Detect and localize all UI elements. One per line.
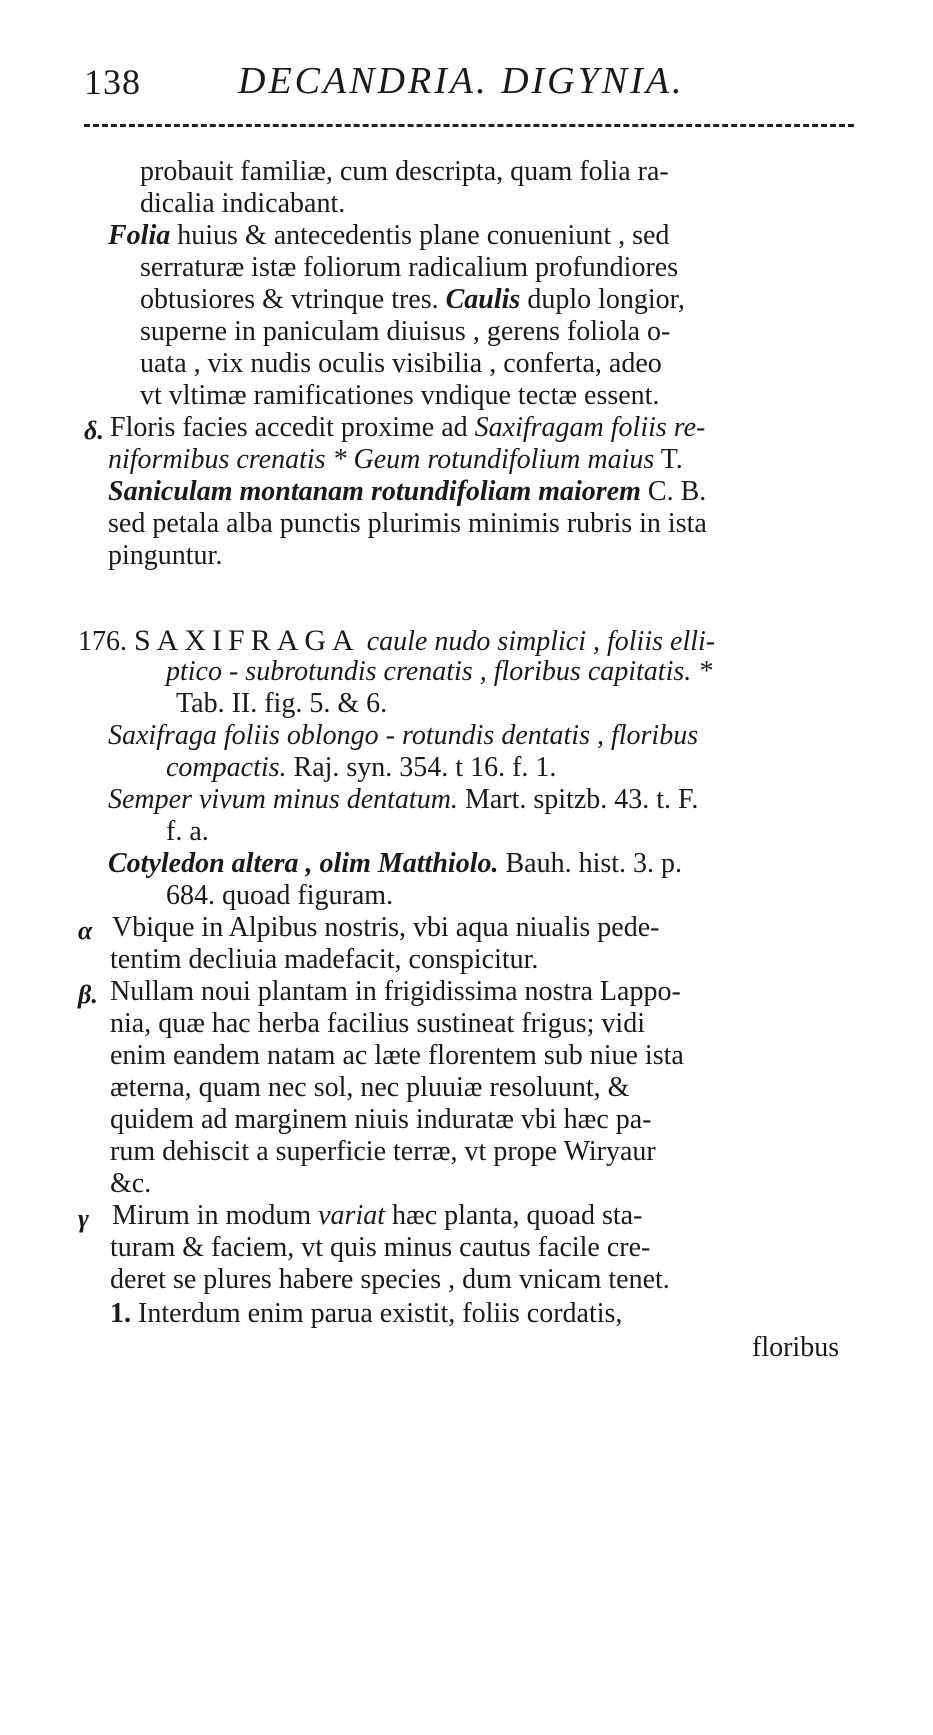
text-line: enim eandem natam ac læte florentem sub niue ista <box>110 1040 684 1071</box>
text-line: Nullam noui plantam in frigidissima nostra Lappo- <box>110 976 681 1007</box>
text-line: sed petala alba punctis plurimis minimis rubris in ista <box>108 508 707 539</box>
text-line: 1. Interdum enim parua existit, foliis cordatis, <box>110 1298 623 1329</box>
text-line: Vbique in Alpibus nostris, vbi aqua niualis pede- <box>112 912 660 943</box>
entry-heading: 176. SAXIFRAGA caule nudo simplici , foliis elli- <box>78 624 716 657</box>
term-folia: Folia <box>108 220 171 251</box>
text-line: uata , vix nudis oculis visibilia , conferta, adeo <box>140 348 662 379</box>
text-line: probauit familiæ, cum descripta, quam folia ra- <box>140 156 669 187</box>
synonym-line: Cotyledon altera , olim Matthiolo. Bauh. hist. 3. p. <box>108 848 683 879</box>
text-line: tentim decliuia madefacit, conspicitur. <box>110 944 539 975</box>
text-line: Mirum in modum variat hæc planta, quoad sta- <box>112 1200 643 1231</box>
marker-alpha: α <box>78 916 93 945</box>
text-line: quidem ad marginem niuis induratæ vbi hæc pa- <box>110 1104 652 1135</box>
header-rule <box>84 124 854 127</box>
text-line: dicalia indicabant. <box>140 188 346 219</box>
running-title: DECANDRIA. DIGYNIA. <box>238 60 685 102</box>
text-line: obtusiores & vtrinque tres. Caulis duplo longior, <box>140 284 685 315</box>
text-line: superne in paniculam diuisus , gerens foliola o- <box>140 316 671 347</box>
entry-number: 176. <box>78 626 127 657</box>
text-line: &c. <box>110 1168 152 1199</box>
text-line: pinguntur. <box>108 540 223 571</box>
text-line: ptico - subrotundis crenatis , floribus capitatis. * <box>166 656 713 687</box>
text-line: 684. quoad figuram. <box>166 880 394 911</box>
term-caulis: Caulis <box>445 284 521 315</box>
marker-beta: β. <box>78 980 98 1009</box>
text-line: Tab. II. fig. 5. & 6. <box>176 688 388 719</box>
text-line: Folia huius & antecedentis plane conueniunt , sed <box>108 220 670 251</box>
synonym-line: Saxifraga foliis oblongo - rotundis dentatis , floribus <box>108 720 699 751</box>
text-line: nia, quæ hac herba facilius sustineat frigus; vidi <box>110 1008 645 1039</box>
text-line: f. a. <box>166 816 209 847</box>
text-line: niformibus crenatis * Geum rotundifolium maius T. <box>108 444 683 475</box>
marker-delta: δ. <box>84 416 104 445</box>
text-line: vt vltimæ ramificationes vndique tectæ essent. <box>140 380 660 411</box>
text-line: æterna, quam nec sol, nec pluuiæ resoluunt, & <box>110 1072 630 1103</box>
catchword: floribus <box>752 1332 840 1363</box>
genus-name: SAXIFRAGA <box>134 624 360 657</box>
text-line: serraturæ istæ foliorum radicalium profundiores <box>140 252 679 283</box>
synonym-line: Semper vivum minus dentatum. Mart. spitzb. 43. t. F. <box>108 784 699 815</box>
marker-gamma: γ <box>78 1204 89 1233</box>
text-line: Saniculam montanam rotundifoliam maiorem C. B. <box>108 476 707 507</box>
text-line: rum dehiscit a superficie terræ, vt prope Wiryaur <box>110 1136 656 1167</box>
text-line: compactis. Raj. syn. 354. t 16. f. 1. <box>166 752 557 783</box>
page-number: 138 <box>84 62 141 102</box>
text-line: Floris facies accedit proxime ad Saxifragam foliis re- <box>110 412 706 443</box>
text-line: turam & faciem, vt quis minus cautus facile cre- <box>110 1232 651 1263</box>
text-line: deret se plures habere species , dum vnicam tenet. <box>110 1264 670 1295</box>
